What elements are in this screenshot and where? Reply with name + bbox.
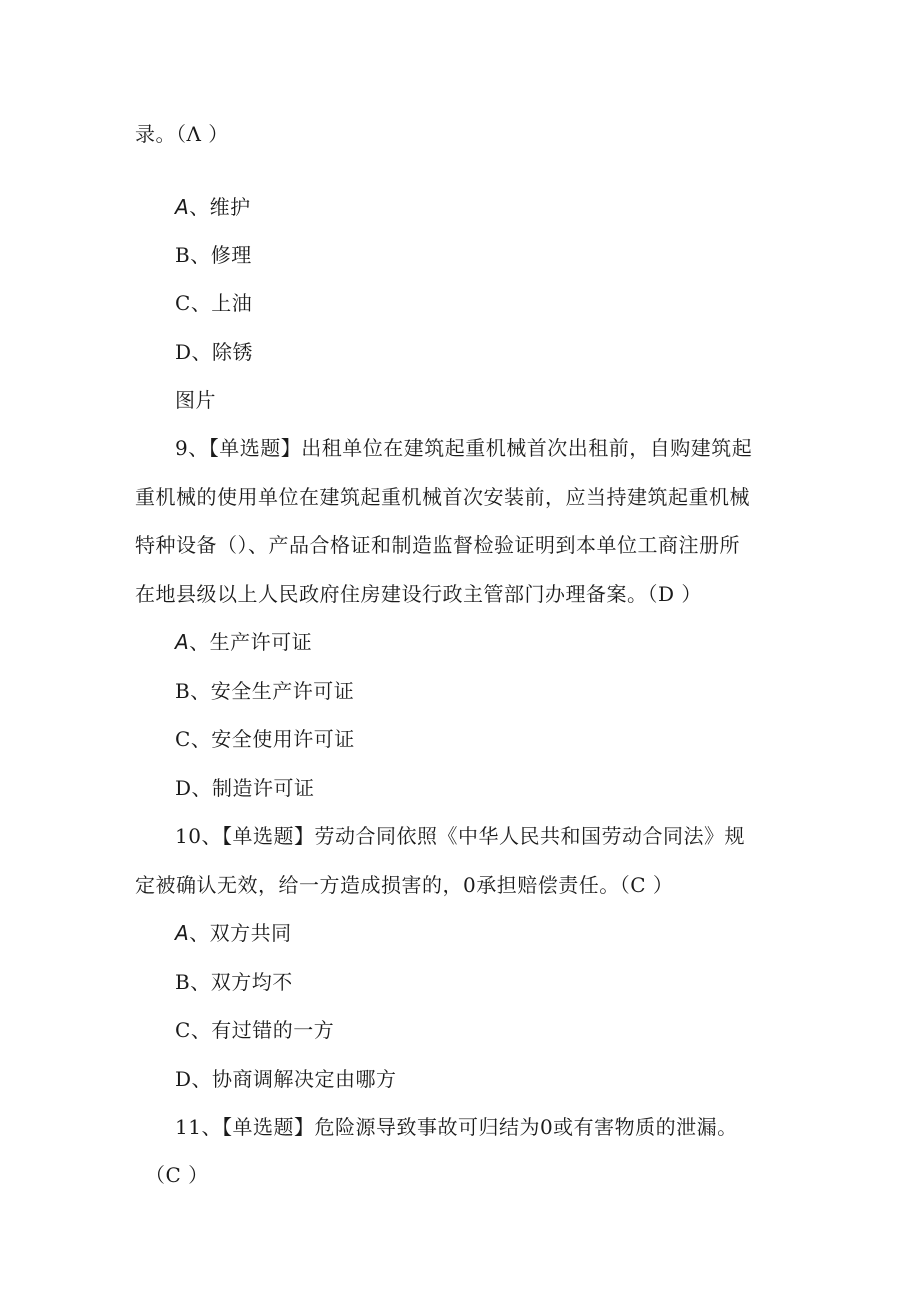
question-9-line-2: 重机械的使用单位在建筑起重机械首次安装前，应当持建筑起重机械 bbox=[135, 485, 750, 509]
question-9-line-1: 9、【单选题】出租单位在建筑起重机械首次出租前，自购建筑起 bbox=[175, 436, 753, 460]
q9-option-b bbox=[175, 677, 354, 705]
option-letter: C bbox=[175, 291, 191, 315]
option-letter: C bbox=[175, 1018, 191, 1042]
question-11-line-1: 11、【单选题】危险源导致事故可归结为0或有害物质的泄漏。 bbox=[175, 1115, 738, 1139]
q8-option-d bbox=[175, 338, 253, 366]
option-text: 、维护 bbox=[189, 195, 251, 219]
q9-option-c bbox=[175, 725, 355, 753]
option-text: 、制造许可证 bbox=[191, 776, 315, 800]
option-letter: B bbox=[175, 970, 191, 994]
option-text: 、修理 bbox=[190, 243, 252, 267]
option-text: 、上油 bbox=[190, 291, 253, 315]
q9-option-d bbox=[175, 774, 315, 802]
q8-option-a bbox=[175, 193, 251, 221]
option-letter: B bbox=[175, 679, 191, 703]
option-text: 、双方均不 bbox=[190, 970, 293, 994]
q10-option-c bbox=[175, 1016, 334, 1044]
option-letter: D bbox=[175, 340, 192, 364]
option-text: 、除锈 bbox=[191, 340, 254, 364]
q10-option-a bbox=[175, 919, 292, 947]
option-letter: D bbox=[175, 776, 192, 800]
option-text: 、双方共同 bbox=[189, 921, 292, 945]
question-9-line-3: 特种设备（）、产品合格证和制造监督检验证明到本单位工商注册所 bbox=[135, 533, 740, 557]
question-10-line-2: 定被确认无效，给一方造成损害的，0承担赔偿责任。（C ） bbox=[135, 873, 674, 897]
question-9-line-4: 在地县级以上人民政府住房建设行政主管部门办理备案。（D ） bbox=[135, 582, 702, 606]
question-10-line-1: 10、【单选题】劳动合同依照《中华人民共和国劳动合同法》规 bbox=[175, 824, 745, 848]
option-text: 、有过错的一方 bbox=[190, 1018, 335, 1042]
q9-option-a bbox=[175, 628, 312, 656]
option-text: 、安全使用许可证 bbox=[190, 727, 355, 751]
option-letter: A bbox=[175, 921, 190, 945]
option-text: 、协商调解决定由哪方 bbox=[191, 1067, 397, 1091]
q8-option-b bbox=[175, 241, 252, 269]
option-letter: A bbox=[175, 195, 190, 219]
option-text: 、生产许可证 bbox=[189, 630, 313, 654]
option-text: 、安全生产许可证 bbox=[190, 679, 355, 703]
q8-option-c bbox=[175, 289, 252, 317]
question-11-line-2: （C ） bbox=[145, 1163, 209, 1187]
option-letter: C bbox=[175, 727, 191, 751]
q10-option-d bbox=[175, 1065, 397, 1093]
option-letter: A bbox=[175, 630, 190, 654]
question-8-tail: 录。（Λ ） bbox=[135, 122, 229, 146]
option-letter: D bbox=[175, 1067, 192, 1091]
q10-option-b bbox=[175, 968, 293, 996]
image-placeholder-label: 图片 bbox=[175, 388, 216, 412]
option-letter: B bbox=[175, 243, 191, 267]
